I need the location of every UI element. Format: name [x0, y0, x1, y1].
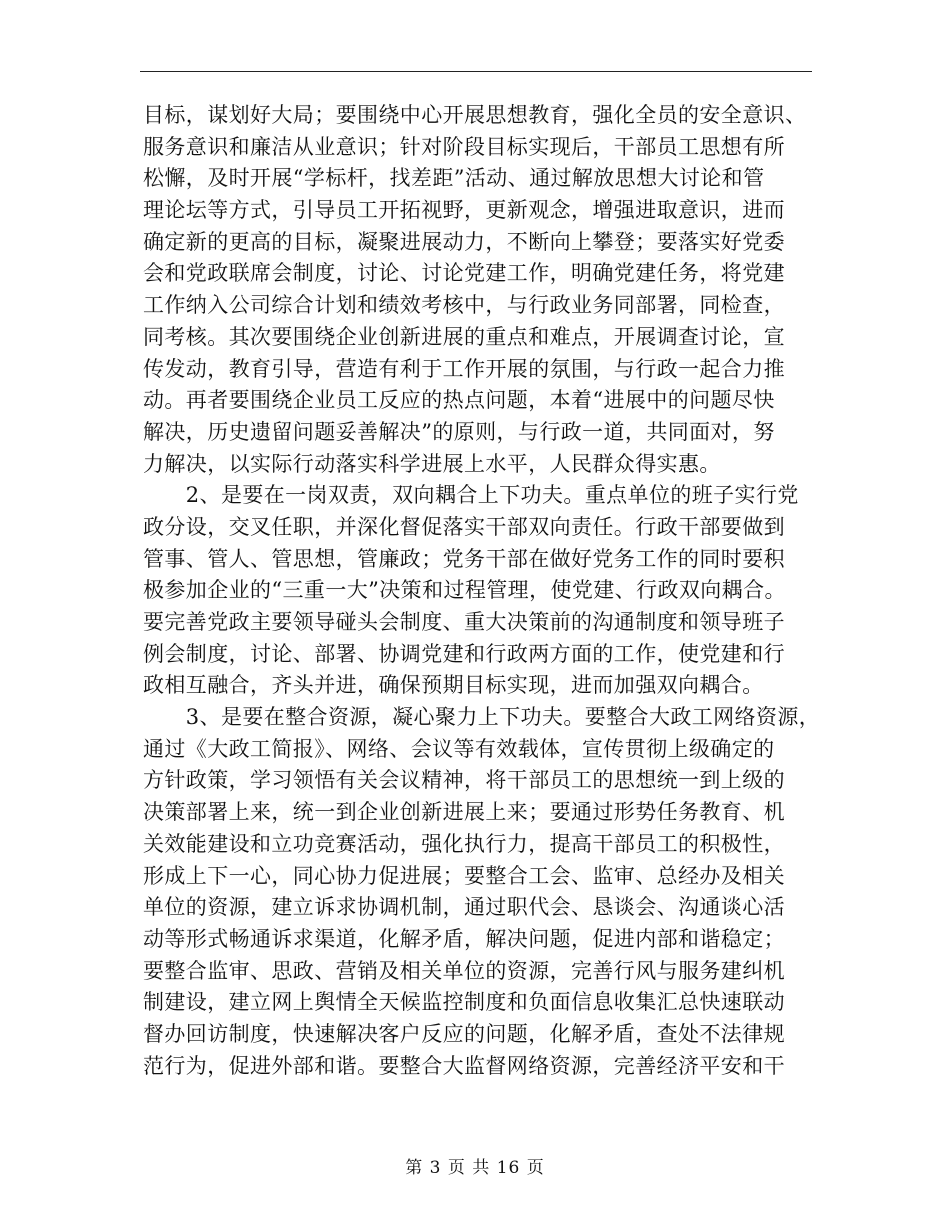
- text-line: 形成上下一心，同心协力促进展；要整合工会、监审、总经办及相关: [143, 863, 785, 888]
- text-line: 目标，谋划好大局；要围绕中心开展思想教育，强化全员的安全意识、: [143, 103, 807, 127]
- header-rule: [140, 71, 812, 72]
- text-line: 同考核。其次要围绕企业创新进展的重点和难点，开展调查讨论，宣: [143, 324, 785, 349]
- text-line: 2、是要在一岗双责，双向耦合上下功夫。重点单位的班子实行党: [143, 483, 799, 508]
- text-line: 通过《大政工简报》、网络、会议等有效载体，宣传贯彻上级确定的: [143, 736, 775, 761]
- text-line: 决策部署上来，统一到企业创新进展上来；要通过形势任务教育、机: [143, 800, 785, 825]
- text-line: 方针政策，学习领悟有关会议精神，将干部员工的思想统一到上级的: [143, 768, 785, 793]
- text-line: 关效能建设和立功竞赛活动，强化执行力，提高干部员工的积极性，: [143, 831, 785, 856]
- text-line: 确定新的更高的目标，凝聚进展动力，不断向上攀登；要落实好党委: [143, 229, 785, 254]
- text-line: 单位的资源，建立诉求协调机制，通过职代会、恳谈会、沟通谈心活: [143, 895, 785, 920]
- page-number: 第 3 页 共 16 页: [405, 1158, 545, 1178]
- text-line: 3、是要在整合资源，凝心聚力上下功夫。要整合大政工网络资源，: [143, 705, 821, 730]
- text-line: 政分设，交叉任职，并深化督促落实干部双向责任。行政干部要做到: [143, 514, 785, 539]
- text-line: 传发动，教育引导，营造有利于工作开展的氛围，与行政一起合力推: [143, 356, 785, 381]
- text-line: 督办回访制度，快速解决客户反应的问题，化解矛盾，查处不法律规: [143, 1021, 785, 1046]
- text-line: 松懈，及时开展“学标杆，找差距”活动、通过解放思想大讨论和管: [143, 166, 765, 191]
- text-line: 要整合监审、思政、营销及相关单位的资源，完善行风与服务建纠机: [143, 958, 785, 983]
- text-line: 服务意识和廉洁从业意识；针对阶段目标实现后，干部员工思想有所: [143, 134, 785, 159]
- text-line: 会和党政联席会制度，讨论、讨论党建工作，明确党建任务，将党建: [143, 261, 785, 286]
- text-line: 理论坛等方式，引导员工开拓视野，更新观念，增强进取意识，进而: [143, 198, 785, 223]
- text-line: 制建设，建立网上舆情全天候监控制度和负面信息收集汇总快速联动: [143, 990, 785, 1015]
- document-body: [143, 100, 819, 1082]
- text-line: 动。再者要围绕企业员工反应的热点问题，本着“进展中的问题尽快: [143, 388, 775, 413]
- text-line: 例会制度，讨论、部署、协调党建和行政两方面的工作，使党建和行: [143, 641, 785, 666]
- text-line: 政相互融合，齐头并进，确保预期目标实现，进而加强双向耦合。: [143, 673, 764, 698]
- text-line: 范行为，促进外部和谐。要整合大监督网络资源，完善经济平安和干: [143, 1053, 785, 1078]
- text-line: 极参加企业的“三重一大”决策和过程管理，使党建、行政双向耦合。: [143, 578, 786, 603]
- text-line: 力解决，以实际行动落实科学进展上水平，人民群众得实惠。: [143, 451, 721, 476]
- text-line: 解决，历史遗留问题妥善解决”的原则，与行政一道，共同面对，努: [143, 419, 775, 444]
- text-line: 管事、管人、管思想，管廉政；党务干部在做好党务工作的同时要积: [143, 546, 785, 571]
- text-line: 动等形式畅通诉求渠道，化解矛盾，解决问题，促进内部和谐稳定；: [143, 926, 785, 951]
- text-line: 工作纳入公司综合计划和绩效考核中，与行政业务同部署，同检查，: [143, 293, 785, 318]
- text-line: 要完善党政主要领导碰头会制度、重大决策前的沟通制度和领导班子: [143, 610, 785, 634]
